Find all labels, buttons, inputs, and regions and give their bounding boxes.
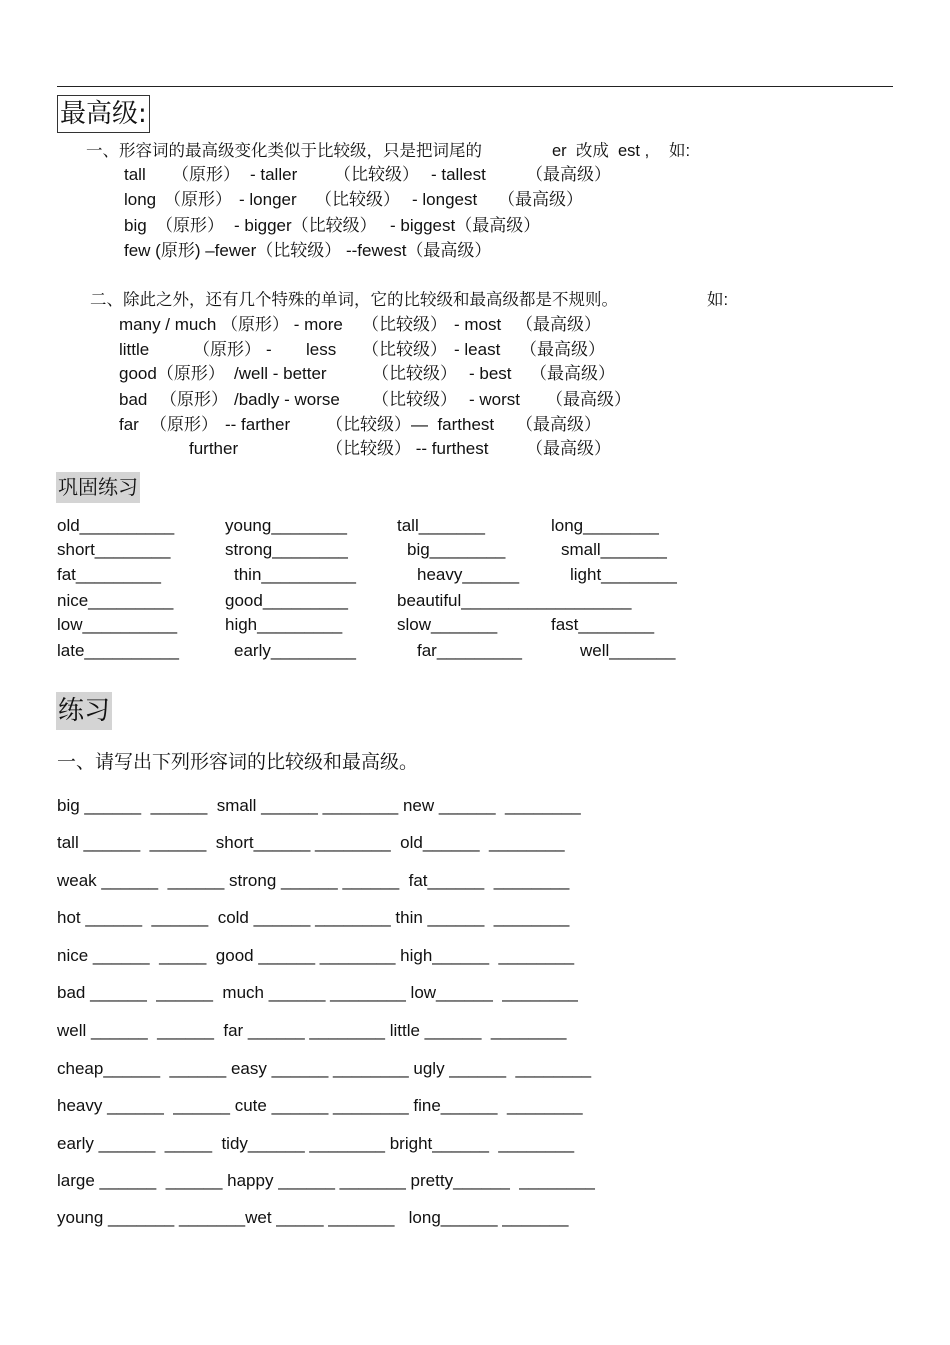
example-label: （最高级）: [516, 315, 601, 334]
superlative-heading: 最高级:: [57, 95, 150, 133]
example-label: （比较级）: [334, 165, 419, 184]
top-rule: [57, 86, 893, 87]
exercise-item[interactable]: low__________: [57, 615, 178, 634]
exercise-item[interactable]: fast________: [551, 615, 655, 634]
example-word: - best: [469, 364, 512, 383]
exercise-item[interactable]: far_________: [417, 641, 522, 660]
exercise-item[interactable]: high_________: [225, 615, 343, 634]
example-word: - least: [454, 340, 501, 359]
exercise-item[interactable]: fat_________: [57, 565, 161, 584]
practice-instruction: 一、请写出下列形容词的比较级和最高级。: [57, 751, 419, 773]
exercise-item[interactable]: strong________: [225, 540, 348, 559]
example-word: further: [189, 439, 239, 458]
example-label: （比较级）: [362, 340, 447, 359]
practice-row[interactable]: tall ______ ______ short______ ________ old______ ________: [57, 833, 565, 852]
practice-row[interactable]: heavy ______ ______ cute ______ ________ fine______ ________: [57, 1096, 583, 1115]
example-word: - most: [454, 315, 502, 334]
exercise-item[interactable]: light________: [570, 565, 677, 584]
example-word: -: [266, 340, 272, 359]
example-word: tall: [124, 165, 146, 184]
example-label: （最高级）: [498, 190, 583, 209]
exercise-item[interactable]: small_______: [561, 540, 667, 559]
exercise-item[interactable]: slow_______: [397, 615, 498, 634]
example-word: - worst: [469, 390, 520, 409]
exercise-item[interactable]: young________: [225, 516, 347, 535]
example-label: （比较级）— farthest: [326, 415, 495, 434]
example-label: （比较级）: [362, 315, 447, 334]
practice-row[interactable]: weak ______ ______ strong ______ ______ fat______ ________: [57, 871, 570, 890]
example-label: （比较级）: [315, 190, 400, 209]
practice-row[interactable]: early ______ _____ tidy______ ________ bright______ ________: [57, 1134, 575, 1153]
example-label: （比较级）: [372, 390, 457, 409]
example-word: less: [306, 340, 337, 359]
example-word: big: [124, 216, 147, 235]
example-label: （最高级）: [546, 390, 631, 409]
example-line: few (原形) –fewer（比较级） --fewest（最高级）: [124, 241, 492, 260]
example-label: （比较级）: [372, 364, 457, 383]
example-word: - taller: [250, 165, 298, 184]
example-label: （最高级）: [530, 364, 615, 383]
practice-row[interactable]: nice ______ _____ good ______ ________ high______ ________: [57, 946, 575, 965]
rule1-text: 一、形容词的最高级变化类似于比较级，只是把词尾的: [86, 142, 482, 160]
exercise-item[interactable]: big________: [407, 540, 506, 559]
example-label: （最高级）: [516, 415, 601, 434]
practice-row[interactable]: hot ______ ______ cold ______ ________ thin ______ ________: [57, 908, 570, 927]
exercise-item[interactable]: early_________: [234, 641, 356, 660]
example-word: /well - better: [234, 364, 327, 383]
rule1-ru: 如:: [669, 142, 691, 160]
example-label: （原形）: [164, 190, 232, 209]
consolidation-heading: 巩固练习: [56, 472, 140, 503]
example-word: - biggest（最高级）: [390, 216, 541, 235]
example-label: （最高级）: [520, 340, 605, 359]
practice-row[interactable]: young _______ _______wet _____ _______ long______ _______: [57, 1208, 569, 1227]
rule1-er-change: er 改成 est ,: [552, 142, 650, 160]
practice-heading: 练习: [56, 692, 112, 730]
practice-row[interactable]: bad ______ ______ much ______ ________ low______ ________: [57, 983, 578, 1002]
example-word: -- farther: [225, 415, 291, 434]
rule2-text: 二、除此之外，还有几个特殊的单词，它的比较级和最高级都是不规则。: [90, 291, 618, 309]
example-word: - longest: [412, 190, 478, 209]
practice-row[interactable]: cheap______ ______ easy ______ ________ ugly ______ ________: [57, 1059, 592, 1078]
example-label: （比较级） -- furthest: [326, 439, 489, 458]
example-word: - longer: [239, 190, 297, 209]
practice-row[interactable]: well ______ ______ far ______ ________ little ______ ________: [57, 1021, 567, 1040]
exercise-item[interactable]: well_______: [580, 641, 676, 660]
example-word: far: [119, 415, 139, 434]
exercise-item[interactable]: thin__________: [234, 565, 356, 584]
example-word: - bigger（比较级）: [234, 216, 377, 235]
example-label: （原形）: [193, 340, 261, 359]
example-label: （原形）: [160, 390, 228, 409]
example-word: good（原形）: [119, 364, 225, 383]
example-word: long: [124, 190, 157, 209]
example-word: - tallest: [431, 165, 486, 184]
exercise-item[interactable]: tall_______: [397, 516, 485, 535]
practice-row[interactable]: large ______ ______ happy ______ _______ pretty______ ________: [57, 1171, 595, 1190]
example-word: little: [119, 340, 150, 359]
exercise-item[interactable]: nice_________: [57, 591, 174, 610]
example-label: （最高级）: [526, 165, 611, 184]
example-label: （原形）: [156, 216, 224, 235]
exercise-item[interactable]: good_________: [225, 591, 348, 610]
exercise-item[interactable]: beautiful__________________: [397, 591, 632, 610]
example-label: （原形）: [172, 165, 240, 184]
exercise-item[interactable]: short________: [57, 540, 171, 559]
exercise-item[interactable]: old__________: [57, 516, 175, 535]
example-word: /badly - worse: [234, 390, 340, 409]
practice-row[interactable]: big ______ ______ small ______ ________ new ______ ________: [57, 796, 581, 815]
example-word: many / much （原形） - more: [119, 315, 343, 334]
example-word: bad: [119, 390, 148, 409]
example-label: （原形）: [150, 415, 218, 434]
rule2-ru: 如:: [707, 291, 729, 309]
exercise-item[interactable]: late__________: [57, 641, 179, 660]
exercise-item[interactable]: long________: [551, 516, 659, 535]
example-label: （最高级）: [526, 439, 611, 458]
exercise-item[interactable]: heavy______: [417, 565, 520, 584]
